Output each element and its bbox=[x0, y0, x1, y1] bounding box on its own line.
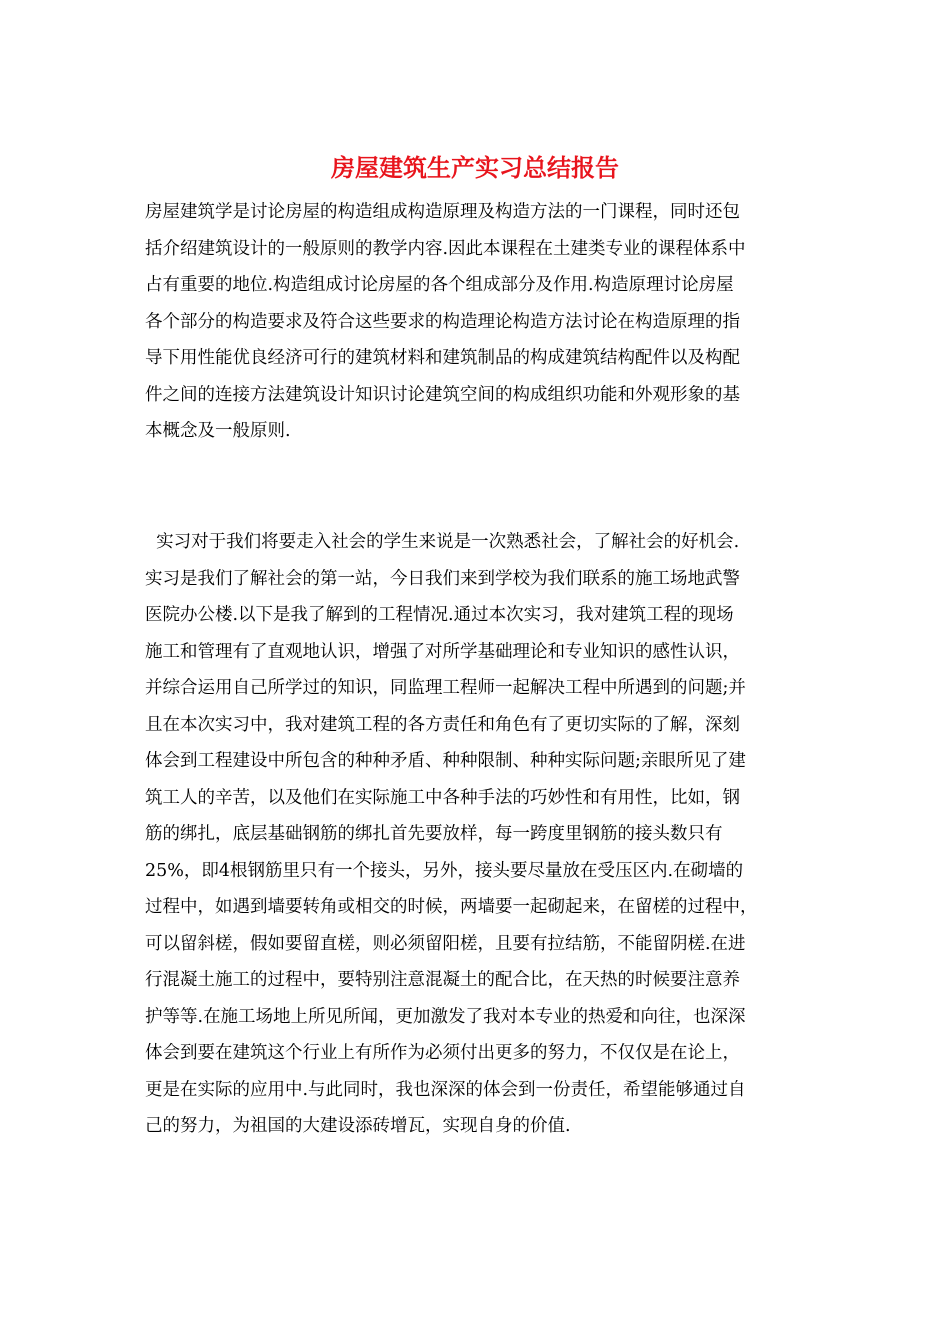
paragraph-line: 实习对于我们将要走入社会的学生来说是一次熟悉社会，了解社会的好机会. bbox=[145, 532, 740, 552]
paragraph-internship bbox=[145, 524, 809, 1145]
paragraph-line: 占有重要的地位.构造组成讨论房屋的各个组成部分及作用.构造原理讨论房屋 bbox=[145, 275, 734, 295]
paragraph-intro bbox=[145, 194, 809, 450]
paragraph-line: 实习是我们了解社会的第一站，今日我们来到学校为我们联系的施工场地武警 bbox=[145, 568, 740, 589]
paragraph-line: 筑工人的辛苦，以及他们在实际施工中各种手法的巧妙性和有用性，比如，钢 bbox=[145, 787, 740, 808]
paragraph-line: 各个部分的构造要求及符合这些要求的构造理论构造方法讨论在构造原理的指 bbox=[145, 311, 740, 332]
paragraph-line: 括介绍建筑设计的一般原则的教学内容.因此本课程在土建类专业的课程体系中 bbox=[145, 238, 746, 259]
paragraph-line: 且在本次实习中，我对建筑工程的各方责任和角色有了更切实际的了解，深刻 bbox=[145, 714, 740, 735]
paragraph-line: 施工和管理有了直观地认识，增强了对所学基础理论和专业知识的感性认识， bbox=[145, 641, 740, 662]
paragraph-line: 行混凝土施工的过程中，要特别注意混凝土的配合比，在天热的时候要注意养 bbox=[145, 970, 740, 990]
paragraph-line: 可以留斜槎，假如要留直槎，则必须留阳槎，且要有拉结筋，不能留阴槎.在进 bbox=[145, 933, 746, 954]
paragraph-line: 更是在实际的应用中.与此同时，我也深深的体会到一份责任，希望能够通过自 bbox=[145, 1079, 746, 1100]
paragraph-line: 件之间的连接方法建筑设计知识讨论建筑空间的构成组织功能和外观形象的基 bbox=[145, 384, 740, 405]
document-title: 房屋建筑生产实习总结报告 bbox=[331, 153, 619, 182]
paragraph-line: 体会到要在建筑这个行业上有所作为必须付出更多的努力，不仅仅是在论上， bbox=[145, 1043, 740, 1063]
paragraph-line: 己的努力，为祖国的大建设添砖增瓦，实现自身的价值. bbox=[145, 1116, 571, 1136]
paragraph-line: 导下用性能优良经济可行的建筑材料和建筑制品的构成建筑结构配件以及构配 bbox=[145, 348, 740, 368]
paragraph-line: 房屋建筑学是讨论房屋的构造组成构造原理及构造方法的一门课程，同时还包 bbox=[145, 202, 740, 222]
paragraph-line: 并综合运用自己所学过的知识，同监理工程师一起解决工程中所遇到的问题;并 bbox=[145, 678, 746, 698]
paragraph-line: 护等等.在施工场地上所见所闻，更加激发了我对本专业的热爱和向往，也深深 bbox=[145, 1006, 746, 1027]
paragraph-line: 本概念及一般原则. bbox=[145, 421, 291, 441]
paragraph-line: 过程中，如遇到墙要转角或相交的时候，两墙要一起砌起来，在留槎的过程中， bbox=[145, 897, 758, 917]
paragraph-line: 体会到工程建设中所包含的种种矛盾、种种限制、种种实际问题;亲眼所见了建 bbox=[145, 751, 746, 771]
paragraph-line: 25%，即4根钢筋里只有一个接头，另外，接头要尽量放在受压区内.在砌墙的 bbox=[145, 860, 744, 881]
paragraph-line: 医院办公楼.以下是我了解到的工程情况.通过本次实习，我对建筑工程的现场 bbox=[145, 605, 734, 625]
paragraph-line: 筋的绑扎，底层基础钢筋的绑扎首先要放样，每一跨度里钢筋的接头数只有 bbox=[145, 824, 723, 844]
